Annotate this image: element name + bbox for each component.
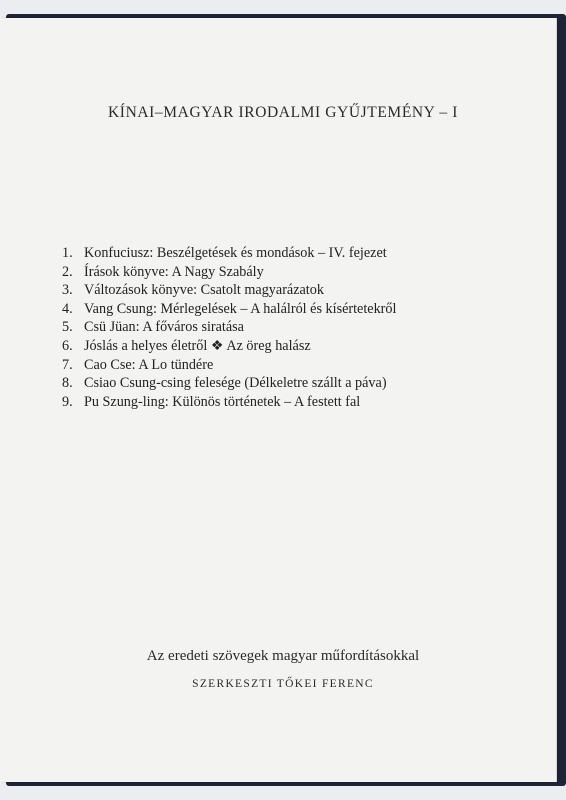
- editor-credit: SZERKESZTI TŐKEI FERENC: [192, 678, 374, 690]
- contents-item: 8. Csiao Csung-csing felesége (Délkeletre szállt a páva): [62, 375, 387, 392]
- contents-item: 4. Vang Csung: Mérlegelések – A halálról és kísértetekről: [62, 300, 397, 317]
- contents-item: 7. Cao Cse: A Lo tündére: [62, 356, 214, 373]
- contents-item: 9. Pu Szung-ling: Különös történetek – A festett fal: [62, 393, 361, 410]
- contents-item: 5. Csü Jüan: A főváros siratása: [62, 319, 244, 336]
- subtitle: Az eredeti szövegek magyar műfordításokkal: [146, 648, 420, 664]
- series-title: KÍNAI–MAGYAR IRODALMI GYŰJTEMÉNY – I: [108, 104, 458, 121]
- contents-item: 1. Konfuciusz: Beszélgetések és mondások – IV. fejezet: [62, 245, 387, 261]
- contents-item: 2. Írások könyve: A Nagy Szabály: [62, 263, 264, 280]
- contents-item: 6. Jóslás a helyes életről ❖ Az öreg halász: [62, 337, 311, 354]
- contents-item: 3. Változások könyve: Csatolt magyarázatok: [62, 282, 324, 299]
- contents-list: [62, 245, 396, 412]
